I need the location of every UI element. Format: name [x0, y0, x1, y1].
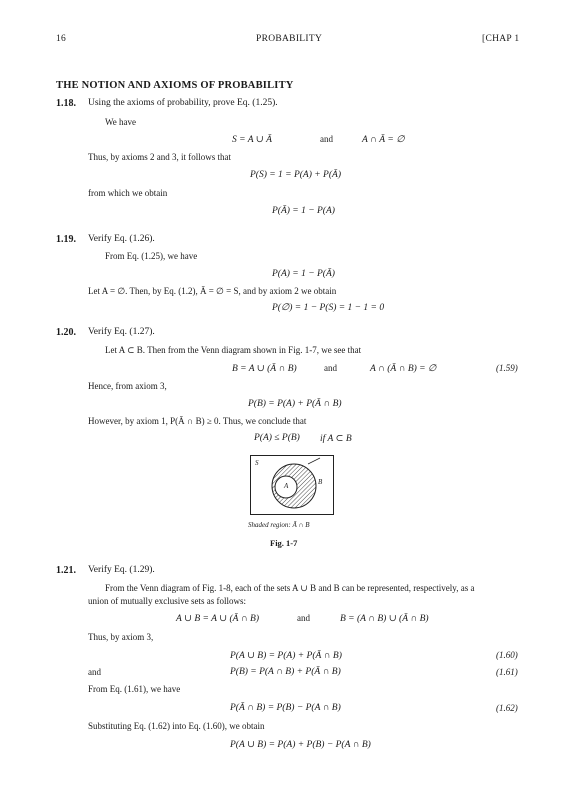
- conjunction-and: and: [320, 134, 333, 144]
- problem-statement-1-21: Verify Eq. (1.29).: [88, 565, 155, 575]
- section-title: THE NOTION AND AXIOMS OF PROBABILITY: [56, 80, 294, 91]
- equation: P(A) = 1 − P(Ā): [272, 269, 335, 279]
- equation-number: (1.61): [496, 667, 518, 677]
- figure-label-a: A: [284, 482, 289, 490]
- paragraph: union of mutually exclusive sets as follows:: [88, 596, 246, 606]
- equation: A ∩ (Ā ∩ B) = ∅: [370, 364, 437, 374]
- running-title: PROBABILITY: [256, 34, 323, 44]
- equation: P(Ā ∩ B) = P(B) − P(A ∩ B): [230, 703, 341, 713]
- conjunction-and: and: [88, 667, 101, 677]
- figure-label-b: B: [318, 478, 323, 486]
- paragraph: Thus, by axiom 3,: [88, 632, 154, 642]
- paragraph: From the Venn diagram of Fig. 1-8, each of the sets A ∪ B and B can be represented, respectively, as a: [105, 583, 475, 593]
- equation: P(Ā) = 1 − P(A): [272, 206, 335, 216]
- equation: P(A ∪ B) = P(A) + P(Ā ∩ B): [230, 651, 342, 661]
- figure-caption: Shaded region: Ā ∩ B: [248, 521, 310, 529]
- equation: S = A ∪ Ā: [232, 135, 272, 145]
- equation: B = (A ∩ B) ∪ (Ā ∩ B): [340, 614, 429, 624]
- shaded-region-pointer: [308, 458, 320, 464]
- problem-number-1-19: 1.19.: [56, 234, 76, 245]
- equation: P(S) = 1 = P(A) + P(Ā): [250, 170, 341, 180]
- equation-number: (1.60): [496, 650, 518, 660]
- problem-statement-1-18: Using the axioms of probability, prove Eq. (1.25).: [88, 98, 278, 108]
- equation: B = A ∪ (Ā ∩ B): [232, 364, 297, 374]
- equation-number: (1.62): [496, 703, 518, 713]
- paragraph: However, by axiom 1, P(Ā ∩ B) ≥ 0. Thus, we conclude that: [88, 416, 307, 426]
- paragraph: From Eq. (1.61), we have: [88, 684, 181, 694]
- equation: A ∩ Ā = ∅: [362, 135, 405, 145]
- figure-number: Fig. 1-7: [270, 538, 298, 548]
- chapter-label: [CHAP 1: [482, 34, 520, 44]
- equation: P(B) = P(A ∩ B) + P(Ā ∩ B): [230, 667, 341, 677]
- equation: P(∅) = 1 − P(S) = 1 − 1 = 0: [272, 303, 385, 313]
- page-number: 16: [56, 34, 67, 44]
- figure-label-s: S: [255, 459, 259, 467]
- paragraph: Let A ⊂ B. Then from the Venn diagram shown in Fig. 1-7, we see that: [105, 345, 362, 355]
- paragraph: Let A = ∅. Then, by Eq. (1.2), Ā = ∅ = S, and by axiom 2 we obtain: [88, 286, 337, 296]
- equation: P(B) = P(A) + P(Ā ∩ B): [248, 399, 342, 409]
- paragraph: From Eq. (1.25), we have: [105, 251, 198, 261]
- conjunction-and: and: [324, 363, 337, 373]
- paragraph: from which we obtain: [88, 188, 168, 198]
- text-we-have: We have: [105, 117, 137, 127]
- paragraph: Hence, from axiom 3,: [88, 381, 167, 391]
- problem-number-1-18: 1.18.: [56, 98, 76, 109]
- paragraph: Thus, by axioms 2 and 3, it follows that: [88, 152, 231, 162]
- problem-statement-1-19: Verify Eq. (1.26).: [88, 234, 155, 244]
- equation-number: (1.59): [496, 363, 518, 373]
- conjunction-and: and: [297, 613, 310, 623]
- equation: A ∪ B = A ∪ (Ā ∩ B): [176, 614, 260, 624]
- paragraph: Substituting Eq. (1.62) into Eq. (1.60), we obtain: [88, 721, 265, 731]
- equation: if A ⊂ B: [320, 434, 352, 444]
- equation: P(A) ≤ P(B): [254, 433, 300, 443]
- problem-number-1-20: 1.20.: [56, 327, 76, 338]
- problem-number-1-21: 1.21.: [56, 565, 76, 576]
- problem-statement-1-20: Verify Eq. (1.27).: [88, 327, 155, 337]
- equation: P(A ∪ B) = P(A) + P(B) − P(A ∩ B): [230, 740, 371, 750]
